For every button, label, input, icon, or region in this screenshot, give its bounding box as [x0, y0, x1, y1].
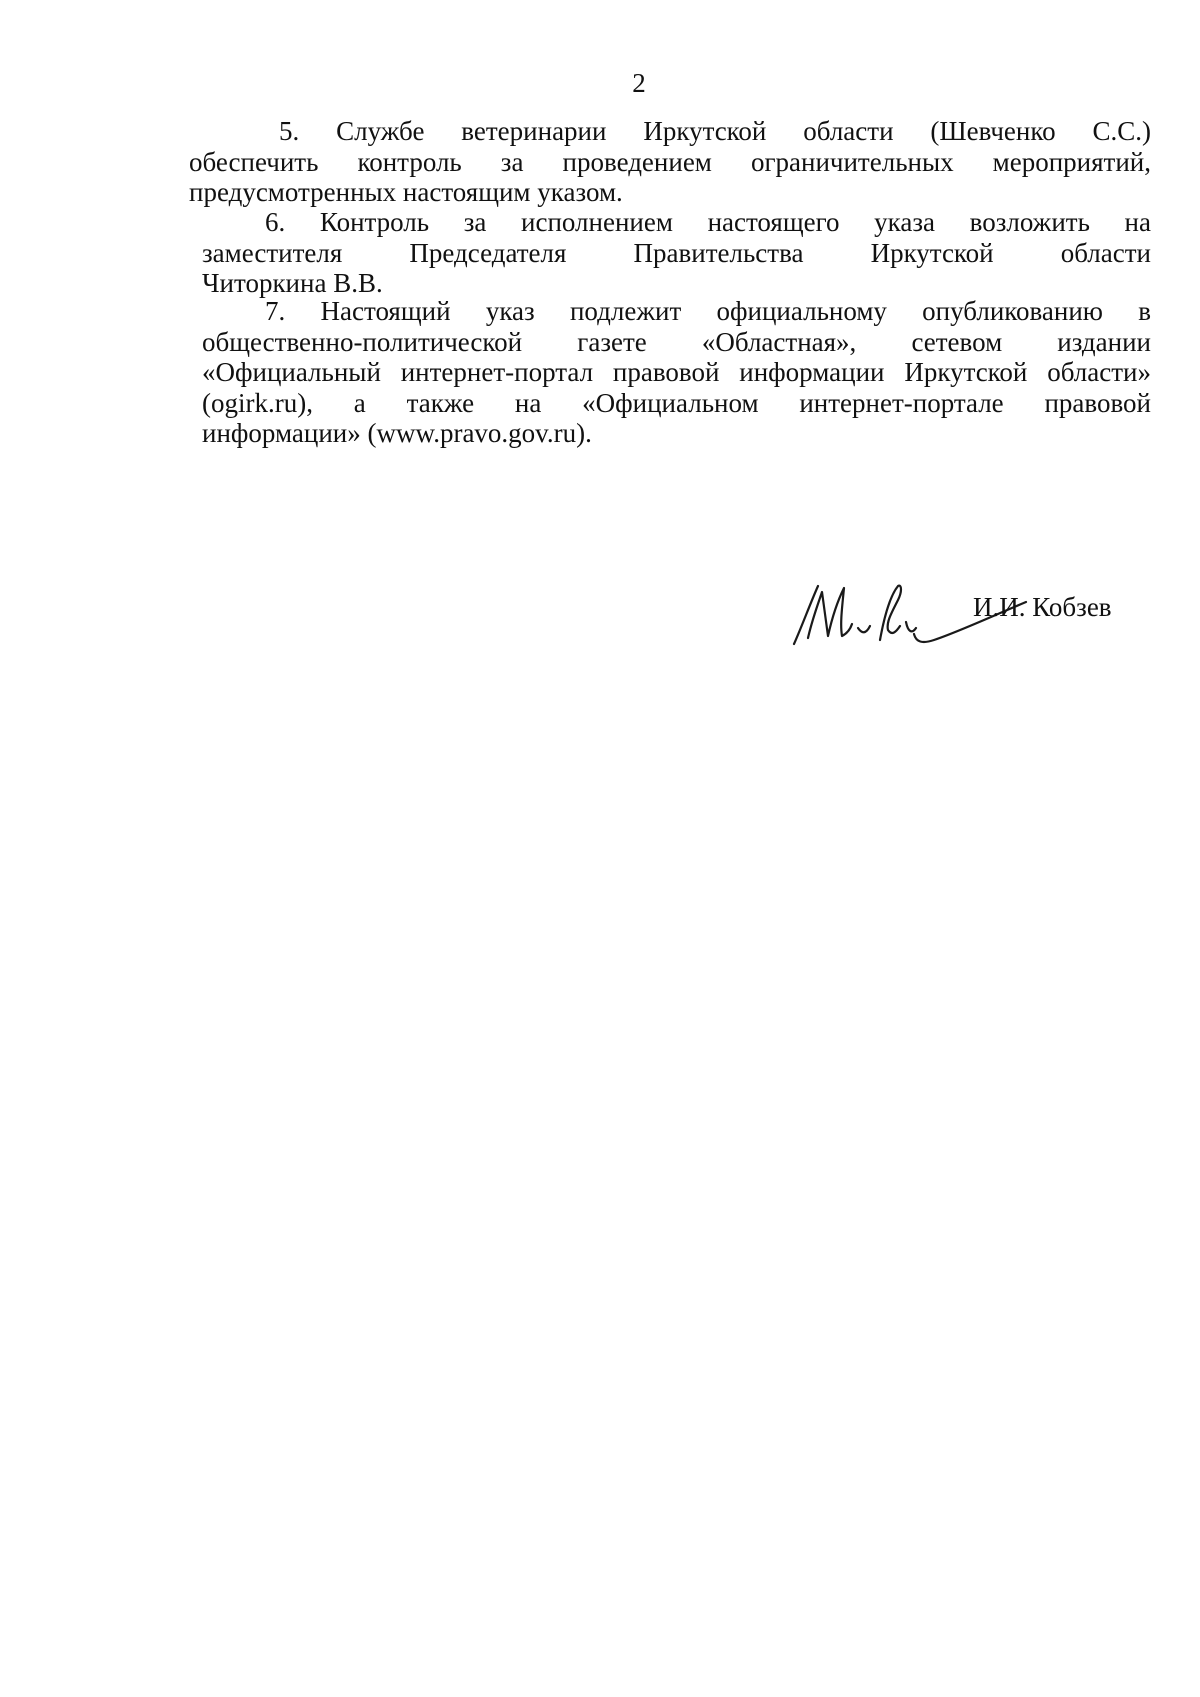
paragraph-line: информации» (www.pravo.gov.ru).: [202, 418, 592, 448]
paragraph-line: «Официальный интернет-портал правовой информации Иркутской области»: [202, 357, 1151, 387]
paragraph-line: 6. Контроль за исполнением настоящего указа возложить на: [265, 207, 1151, 237]
page-number: 2: [632, 68, 646, 98]
paragraph-line: заместителя Председателя Правительства Иркутской области: [202, 237, 1151, 268]
paragraph-7: [202, 296, 1151, 449]
paragraph-line: 7. Настоящий указ подлежит официальному опубликованию в: [265, 296, 1151, 326]
paragraph-6: [202, 207, 1151, 299]
signature-block: [788, 578, 1138, 658]
paragraph-line: (ogirk.ru), а также на «Официальном интернет-портале правовой: [202, 387, 1151, 418]
paragraph-line: обеспечить контроль за проведением ограничительных мероприятий,: [189, 146, 1151, 177]
paragraph-line: предусмотренных настоящим указом.: [189, 177, 623, 207]
paragraph-5: [189, 116, 1151, 208]
paragraph-line: общественно-политической газете «Областная», сетевом издании: [202, 326, 1151, 357]
paragraph-line: 5. Службе ветеринарии Иркутской области (Шевченко С.С.): [279, 116, 1151, 146]
signer-name: И.И. Кобзев: [973, 592, 1112, 622]
paragraph-line: Читоркина В.В.: [202, 268, 383, 298]
